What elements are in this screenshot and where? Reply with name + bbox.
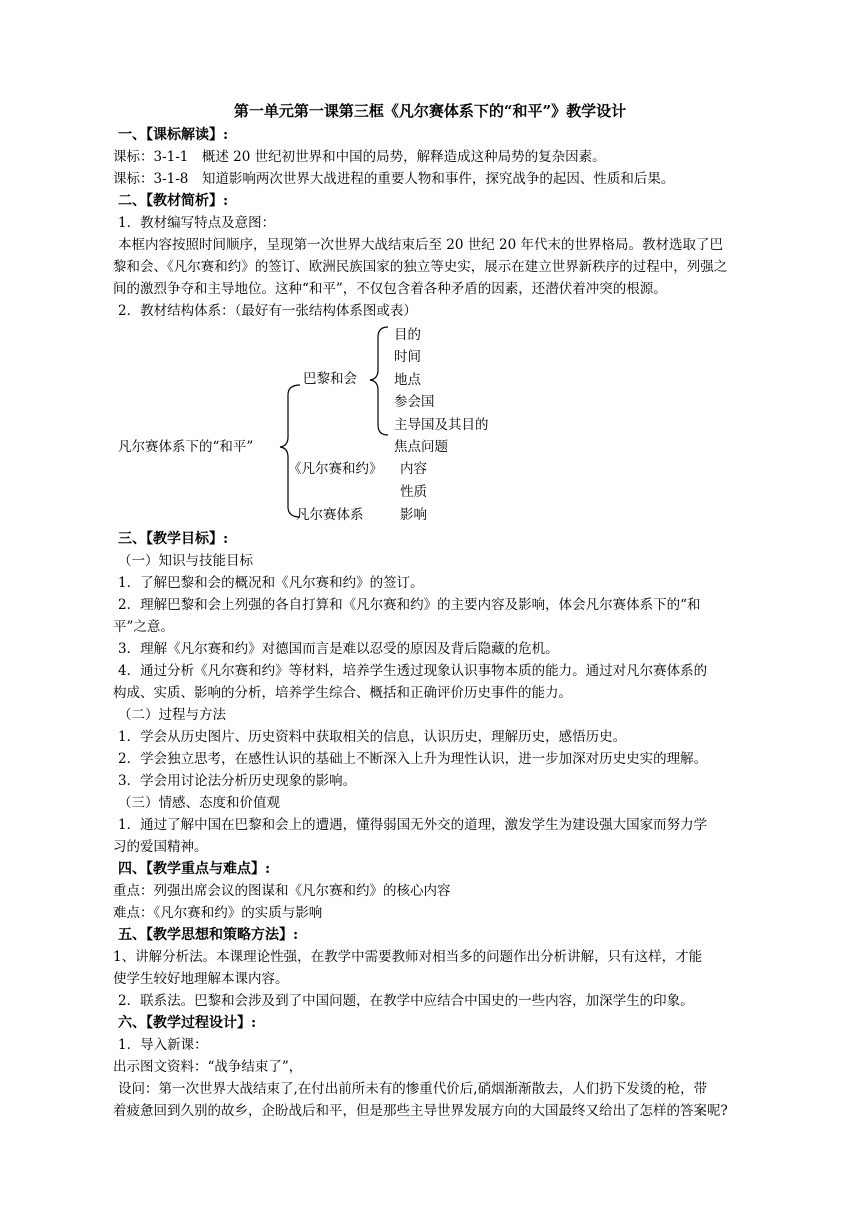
section-heading-keypoints: 四、【教学重点与难点】: (118, 861, 271, 877)
diagram-branch: 巴黎和会 (303, 371, 357, 387)
paragraph-line: 设问：第一次世界大战结束了,在付出前所未有的惨重代价后,硝烟渐渐散去，人们扔下发烫的枪，带 (118, 1081, 708, 1097)
paragraph-line: 黎和会、《凡尔赛和约》的签订、欧洲民族国家的独立等史实，展示在建立世界新秩序的过程中，列强之 (113, 259, 728, 275)
paragraph-line: 3．学会用讨论法分析历史现象的影响。 (118, 773, 357, 789)
paragraph-line: 平”之意。 (113, 619, 174, 635)
paragraph-line: 本框内容按照时间顺序，呈现第一次世界大战结束后至 20 世纪 20 年代末的世界格局。教材选取了巴 (118, 237, 724, 253)
subheading: （一）知识与技能目标 (118, 553, 253, 569)
paragraph-line: 构成、实质、影响的分析，培养学生综合、概括和正确评价历史事件的能力。 (113, 685, 572, 701)
diagram-leaf: 目的 (394, 327, 421, 343)
diagram-leaf: 性质 (400, 484, 427, 500)
section-heading-methods: 五、【教学思想和策略方法】: (118, 927, 299, 943)
standard-line: 课标：3-1-8 知道影响两次世界大战进程的重要人物和事件，探究战争的起因、性质和后果。 (113, 171, 675, 187)
diagram-branch: 凡尔赛体系 (296, 507, 364, 523)
paragraph-line: 2．联系法。巴黎和会涉及到了中国问题，在教学中应结合中国史的一些内容，加深学生的印象。 (118, 993, 694, 1009)
section-heading-analysis: 二、【教材简析】: (118, 193, 229, 209)
diagram-leaf: 焦点问题 (394, 439, 448, 455)
paragraph-line: 间的激烈争夺和主导地位。这种“和平”，不仅包含着各种矛盾的因素，还潜伏着冲突的根源。 (113, 281, 667, 297)
subheading: （二）过程与方法 (118, 707, 226, 723)
standard-line: 课标：3-1-1 概述 20 世纪初世界和中国的局势，解释造成这种局势的复杂因素。 (113, 149, 606, 165)
paragraph-line: 习的爱国精神。 (113, 839, 208, 855)
branch-brace (370, 327, 388, 435)
paragraph-line: 出示图文资料：“战争结束了”， (113, 1059, 303, 1075)
paragraph-line: 3．理解《凡尔赛和约》对德国而言是难以忍受的原因及背后隐藏的危机。 (118, 641, 559, 657)
document-title: 第一单元第一课第三框《凡尔赛体系下的“和平”》教学设计 (233, 102, 627, 120)
paragraph-line: 1．学会从历史图片、历史资料中获取相关的信息，认识历史，理解历史，感悟历史。 (118, 729, 627, 745)
diagram-leaf: 参会国 (394, 394, 435, 410)
diagram-leaf: 内容 (400, 461, 427, 477)
diagram-leaf: 时间 (394, 349, 421, 365)
section-heading-process: 六、【教学过程设计】: (118, 1015, 257, 1031)
paragraph-line: 1．了解巴黎和会的概况和《凡尔赛和约》的签订。 (118, 575, 424, 591)
diagram-leaf: 地点 (394, 372, 421, 388)
paragraph-line: 4．通过分析《凡尔赛和约》等材料，培养学生透过现象认识事物本质的能力。通过对凡尔赛体系的 (118, 663, 708, 679)
paragraph-line: 1、讲解分析法。本课理论性强，在教学中需要教师对相当多的问题作出分析讲解，只有这样，才能 (113, 949, 703, 965)
paragraph-line: 使学生较好地理解本课内容。 (113, 971, 289, 987)
paragraph-heading: 2．教材结构体系：（最好有一张结构体系图或表） (118, 303, 417, 319)
diagram-root: 凡尔赛体系下的“和平” (118, 439, 254, 455)
diagram-leaf: 影响 (400, 507, 427, 523)
paragraph-heading: 1．导入新课： (118, 1037, 208, 1053)
paragraph-line: 2．学会独立思考，在感性认识的基础上不断深入上升为理性认识，进一步加深对历史史实的理解。 (118, 751, 708, 767)
diagram-leaf: 主导国及其目的 (394, 417, 489, 433)
diagram-branch: 《凡尔赛和约》 (288, 461, 383, 477)
subheading: （三）情感、态度和价值观 (118, 795, 280, 811)
key-point: 重点：列强出席会议的图谋和《凡尔赛和约》的核心内容 (113, 883, 451, 899)
difficult-point: 难点：《凡尔赛和约》的实质与影响 (113, 905, 323, 921)
paragraph-line: 2．理解巴黎和会上列强的各自打算和《凡尔赛和约》的主要内容及影响，体会凡尔赛体系下的“和 (118, 597, 701, 613)
paragraph-line: 1．通过了解中国在巴黎和会上的遭遇，懂得弱国无外交的道理，激发学生为建设强大国家而努力学 (118, 817, 708, 833)
root-brace (280, 385, 300, 517)
section-heading-objectives: 三、【教学目标】: (118, 531, 229, 547)
section-heading-standards: 一、【课标解读】: (118, 127, 229, 143)
paragraph-line: 着疲惫回到久别的故乡，企盼战后和平，但是那些主导世界发展方向的大国最终又给出了怎样的答案呢? (113, 1103, 728, 1119)
paragraph-heading: 1．教材编写特点及意图： (118, 215, 276, 231)
